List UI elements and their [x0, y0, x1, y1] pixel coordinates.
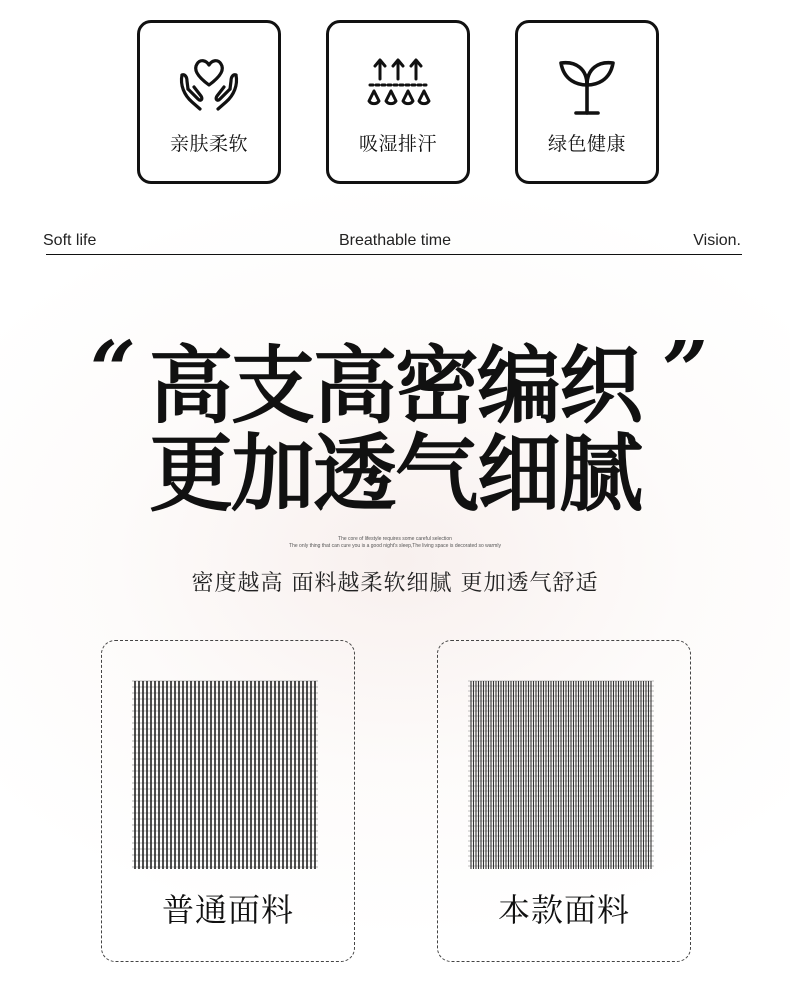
fine-print-2: The only thing that can cure you is a good night's sleep,The living space is decorated so warmly [289, 543, 501, 549]
feature-label: 绿色健康 [547, 133, 626, 155]
hands-heart-icon [140, 55, 278, 117]
tagline-right: Vision. [693, 232, 741, 249]
feature-label: 亲肤柔软 [169, 133, 248, 155]
feature-card-skin-friendly [137, 20, 281, 184]
fine-print-1: The core of lifestyle requires some careful selection [338, 536, 452, 542]
fabric-weave-sparse [132, 679, 318, 871]
close-quote: ” [662, 323, 709, 417]
feature-card-moisture-wicking [326, 20, 470, 184]
fabric-label: 本款面料 [497, 891, 630, 929]
fabric-weave-dense [468, 679, 654, 871]
headline-line-1: 高支高密编织 [148, 337, 641, 435]
fabric-label: 普通面料 [161, 891, 294, 929]
moisture-wicking-icon [329, 55, 467, 117]
fabric-card-this-product [437, 640, 691, 962]
headline-line-2: 更加透气细腻 [148, 425, 641, 523]
sprout-icon [518, 55, 656, 117]
feature-card-green-healthy [515, 20, 659, 184]
fabric-card-regular [101, 640, 355, 962]
feature-label: 吸湿排汗 [358, 133, 437, 155]
open-quote: “ [90, 323, 137, 417]
tagline-left: Soft life [43, 232, 97, 249]
divider-line [46, 254, 742, 255]
subheadline: 密度越高 面料越柔软细腻 更加透气舒适 [191, 571, 599, 596]
tagline-middle: Breathable time [338, 232, 452, 249]
